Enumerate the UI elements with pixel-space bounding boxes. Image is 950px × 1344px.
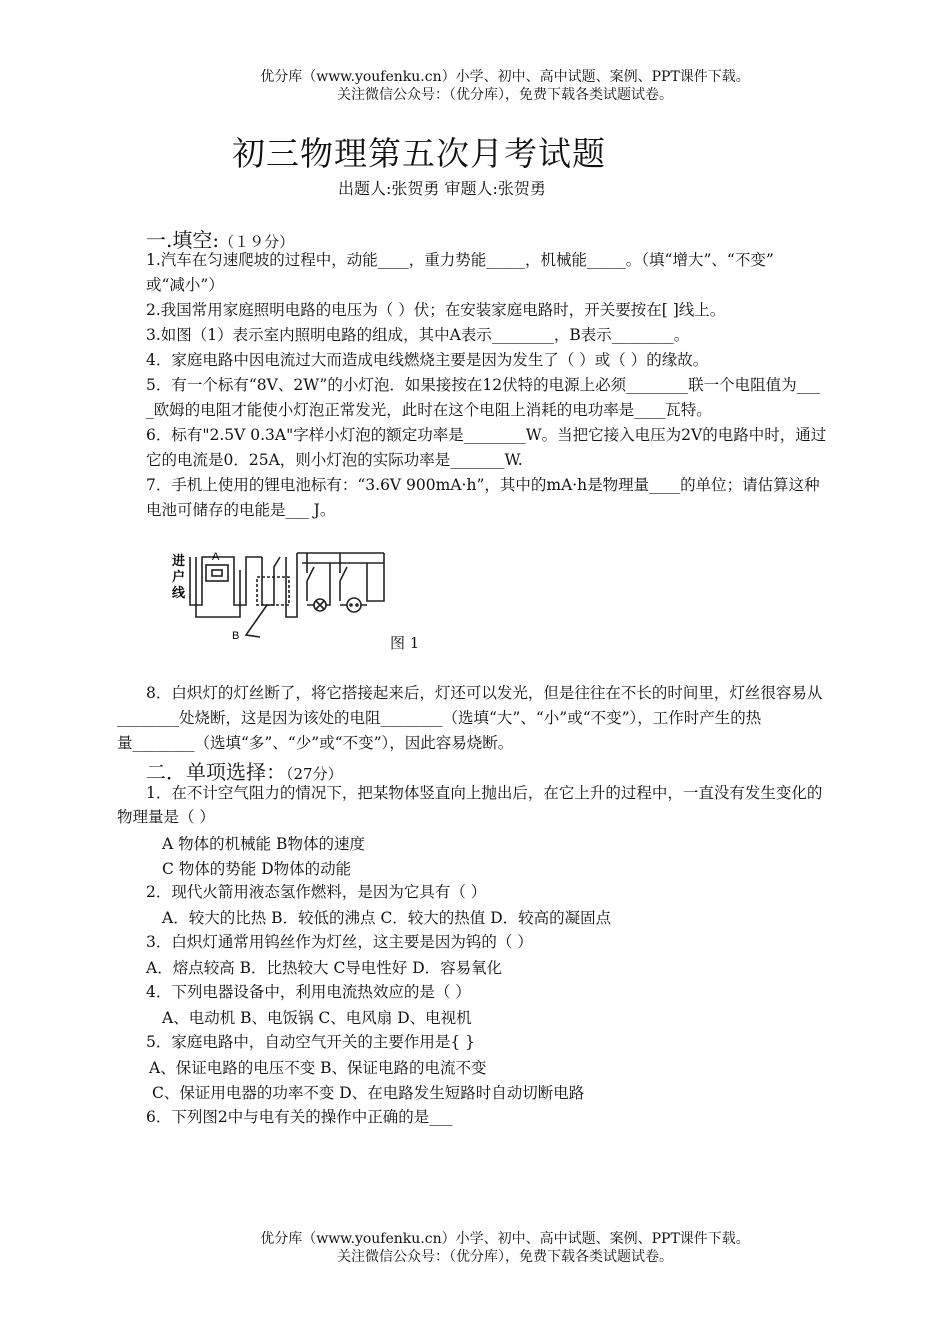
- mc-q1-options-2: C 物体的势能 D物体的动能: [162, 860, 352, 878]
- q1-line-1: 1.汽车在匀速爬坡的过程中，动能____，重力势能_____，机械能_____。（填“增大”、“不变”: [146, 251, 774, 269]
- footer-line-2: 关注微信公众号：（优分库），免费下载各类试题试卷。: [337, 1249, 673, 1265]
- header-line-2: 关注微信公众号：（优分库），免费下载各类试题试卷。: [337, 87, 673, 103]
- section-2-title: 二．单项选择：: [146, 760, 286, 784]
- q8-line-1: 8．白炽灯的灯丝断了，将它搭接起来后，灯还可以发光，但是往往在不长的时间里，灯丝很容易从: [146, 684, 823, 702]
- mc-q6: 6．下列图2中与电有关的操作中正确的是___: [146, 1108, 453, 1126]
- q5-line-1: 5．有一个标有“8V、2W”的小灯泡．如果接按在12伏特的电源上必须________联一个电阻值为___: [146, 376, 820, 394]
- exam-title: 初三物理第五次月考试题: [232, 134, 606, 173]
- section-1-points: （１９分）: [219, 233, 295, 251]
- q4-line: 4．家庭电路中因电流过大而造成电线燃烧主要是因为发生了（ ）或（ ）的缘故。: [146, 351, 709, 369]
- mc-q4: 4．下列电器设备中，利用电流热效应的是（ ）: [146, 983, 471, 1001]
- mc-q5-options-2: C、保证用电器的功率不变 D、在电路发生短路时自动切断电路: [152, 1084, 585, 1102]
- q8-line-2: ________处烧断，这是因为该处的电阻________（选填“大”、“小”或“不变”），工作时产生的热: [117, 709, 762, 727]
- q8-line-3: 量________（选填“多”、“少”或“不变”），因此容易烧断。: [117, 734, 514, 752]
- header-line-1: 优分库（www.youfenku.cn）小学、初中、高中试题、案例、PPT课件下载。: [260, 69, 750, 85]
- figure-label-a: A: [212, 551, 220, 563]
- mc-q1-options-1: A 物体的机械能 B物体的速度: [162, 835, 365, 853]
- mc-q1-line-1: 1．在不计空气阻力的情况下，把某物体竖直向上抛出后，在它上升的过程中，一直没有发生变化的: [146, 784, 823, 802]
- page-footer: [0, 1230, 950, 1266]
- mc-q1-line-2: 物理量是（ ）: [117, 808, 215, 826]
- q1-line-2: 或“减小”）: [146, 276, 224, 294]
- q6-line-1: 6．标有"2.5V 0.3A"字样小灯泡的额定功率是________W。当把它接入电压为2V的电路中时，通过: [146, 426, 827, 444]
- section-2-points: （27分）: [286, 765, 343, 783]
- section-1-title: 一.填空:: [146, 228, 220, 252]
- mc-q5-options-1: A、保证电路的电压不变 B、保证电路的电流不变: [149, 1059, 487, 1077]
- mc-q2-options: A．较大的比热 B．较低的沸点 C．较大的热值 D．较高的凝固点: [162, 909, 612, 927]
- figure-entry-label-2: 户: [172, 569, 186, 584]
- exam-authors: 出题人:张贺勇 审题人:张贺勇: [338, 179, 546, 198]
- mc-q3-options: A．熔点较高 B．比热较大 C导电性好 D．容易氧化: [146, 959, 503, 977]
- q5-line-2: _欧姆的电阻才能使小灯泡正常发光，此时在这个电阻上消耗的电功率是____瓦特。: [146, 401, 712, 419]
- q3-line: 3.如图（1）表示室内照明电路的组成，其中A表示________，B表示________。: [146, 326, 690, 344]
- q2-line: 2.我国常用家庭照明电路的电压为（ ）伏；在安装家庭电路时，开关要按在[ ]线上。: [146, 301, 726, 319]
- page-header: [0, 68, 950, 104]
- mc-q5: 5．家庭电路中，自动空气开关的主要作用是{ }: [146, 1033, 476, 1051]
- figure-entry-label-3: 线: [172, 585, 186, 600]
- mc-q4-options: A、电动机 B、电饭锅 C、电风扇 D、电视机: [162, 1009, 472, 1027]
- mc-q3: 3．白炽灯通常用钨丝作为灯丝，这主要是因为钨的（ ）: [146, 933, 533, 951]
- section-2-heading: [146, 756, 343, 785]
- circuit-figure-1: [162, 545, 402, 645]
- q7-line-1: 7．手机上使用的锂电池标有：“3.6V 900mA·h”，其中的mA·h是物理量____的单位；请估算这种: [146, 476, 820, 494]
- mc-q2: 2．现代火箭用液态氢作燃料，是因为它具有（ ）: [146, 883, 487, 901]
- q7-line-2: 电池可储存的电能是___ J。: [146, 501, 336, 519]
- figure-label-b: B: [232, 630, 240, 642]
- q6-line-2: 它的电流是0．25A，则小灯泡的实际功率是_______W.: [146, 451, 523, 469]
- figure-entry-label-1: 进: [172, 553, 186, 568]
- footer-line-1: 优分库（www.youfenku.cn）小学、初中、高中试题、案例、PPT课件下载。: [260, 1231, 750, 1247]
- figure-1-caption: 图 1: [390, 634, 420, 652]
